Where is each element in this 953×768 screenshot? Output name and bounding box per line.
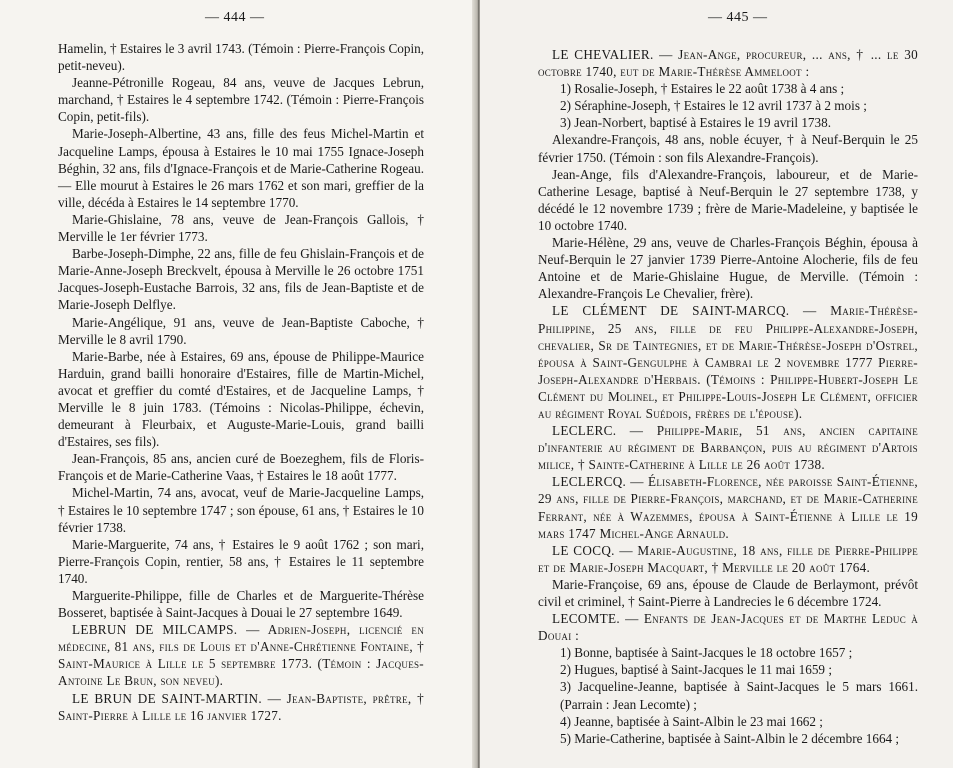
family-heading-paragraph: LECLERC. — Philippe-Marie, 51 ans, ancien capitaine d'infanterie au régiment de Barbançon, puis au régiment d'Artois milice, † Sainte-Catherine à Lille le 26 août 1738. xyxy=(538,423,918,473)
paragraph: Marie-Françoise, 69 ans, épouse de Claude de Berlaymont, prévôt civil et criminel, † Saint-Pierre à Landrecies le 6 décembre 1724. xyxy=(538,576,918,609)
right-text-column xyxy=(538,46,918,747)
paragraph: Jean-François, 85 ans, ancien curé de Boezeghem, fils de Floris-François et de Marie-Catherine Vaas, † Estaires le 18 août 1777. xyxy=(58,451,424,484)
paragraph: Marguerite-Philippe, fille de Charles et de Marguerite-Thérèse Bosseret, baptisée à Saint-Jacques à Douai le 27 septembre 1649. xyxy=(58,588,424,621)
paragraph: Marie-Angélique, 91 ans, veuve de Jean-Baptiste Caboche, † Merville le 8 avril 1790. xyxy=(58,314,424,347)
right-page xyxy=(480,0,953,768)
paragraph: Marie-Barbe, née à Estaires, 69 ans, épouse de Philippe-Maurice Harduin, grand bailli honoraire d'Estaires, fille de Martin-Michel, avocat et greffier du comté d'Estaires, et de Jacqueline Lamps, † Merville le 8 juin 1783. (Témoins : Nicolas-Philippe, échevin, demeurant à Fleurbaix, et Auguste-Marie-Louis, grand bailli d'Estaires, ses fils). xyxy=(58,348,424,450)
family-heading-paragraph: LE CHEVALIER. — Jean-Ange, procureur, ... ans, † ... le 30 octobre 1740, eut de Marie-Thérèse Ammeloot : xyxy=(538,47,918,80)
paragraph: Barbe-Joseph-Dimphe, 22 ans, fille de feu Ghislain-François et de Marie-Anne-Joseph Breckvelt, épousa à Merville le 26 octobre 1751 Jacques-Joseph-Eustache Barrois, 32 ans, fils de Jean-Baptiste et de Marie-Joseph Delflye. xyxy=(58,246,424,313)
left-text-column xyxy=(58,40,424,724)
paragraph: Marie-Joseph-Albertine, 43 ans, fille des feus Michel-Martin et Jacqueline Lamps, épousa à Estaires le 10 mai 1755 Ignace-Joseph Béghin, 32 ans, fils d'Ignace-François et de Marie-Catherine Rogeau. — Elle mourut à Estaires le 26 mars 1762 et son mari, greffier de la ville, décéda à Estaires le 14 septembre 1770. xyxy=(58,126,424,210)
list-item: 1) Bonne, baptisée à Saint-Jacques le 18 octobre 1657 ; xyxy=(560,645,853,661)
list-item: 4) Jeanne, baptisée à Saint-Albin le 23 mai 1662 ; xyxy=(560,713,823,729)
list-item: 3) Jean-Norbert, baptisé à Estaires le 19 avril 1738. xyxy=(560,115,831,131)
family-heading-paragraph: LE CLÉMENT DE SAINT-MARCQ. — Marie-Thérèse-Philippine, 25 ans, fille de feu Philippe-Alexandre-Joseph, chevalier, Sr de Taintegnies, et de Marie-Thérèse-Joseph d'Ostrel, épousa à Saint-Gengulphe à Cambrai le 2 novembre 1777 Pierre-Joseph-Alexandre d'Herbais. (Témoins : Philippe-Hubert-Joseph Le Clément du Molinel, et Philippe-Louis-Joseph Le Clément, officier au régiment Royal Suédois, frères de l'épouse). xyxy=(538,303,918,421)
family-heading-paragraph: LECLERCQ. — Élisabeth-Florence, née paroisse Saint-Étienne, 29 ans, fille de Pierre-François, marchand, et de Marie-Catherine Ferrant, née à Wazemmes, épousa à Saint-Étienne à Lille le 19 mars 1747 Michel-Ange Arnauld. xyxy=(538,474,918,541)
paragraph: Hamelin, † Estaires le 3 avril 1743. (Témoin : Pierre-François Copin, petit-neveu). xyxy=(58,41,424,74)
paragraph: Marie-Hélène, 29 ans, veuve de Charles-François Béghin, épousa à Neuf-Berquin le 27 janvier 1739 Pierre-Antoine Alocherie, fils de feu Antoine et de Marie-Ghislaine Hugue, de Merville. (Témoin : Alexandre-François Le Chevalier, frère). xyxy=(538,235,918,302)
paragraph: Alexandre-François, 48 ans, noble écuyer, † à Neuf-Berquin le 25 février 1750. (Témoin : son fils Alexandre-François). xyxy=(538,132,918,165)
paragraph: Jeanne-Pétronille Rogeau, 84 ans, veuve de Jacques Lebrun, marchand, † Estaires le 4 septembre 1742. (Témoin : Pierre-François Copin, petit-fils). xyxy=(58,75,424,125)
family-heading-paragraph: LEBRUN DE MILCAMPS. — Adrien-Joseph, licencié en médecine, 81 ans, fils de Louis et d'Anne-Chrétienne Fontaine, † Saint-Maurice à Lille le 5 septembre 1773. (Témoin : Jacques-Antoine Le Brun, son neveu). xyxy=(58,622,424,689)
list-item: 1) Rosalie-Joseph, † Estaires le 22 août 1738 à 4 ans ; xyxy=(560,81,845,97)
list-item: 2) Hugues, baptisé à Saint-Jacques le 11 mai 1659 ; xyxy=(560,662,832,678)
left-page xyxy=(0,0,476,768)
paragraph: Jean-Ange, fils d'Alexandre-François, laboureur, et de Marie-Catherine Lesage, baptisé à Neuf-Berquin le 27 septembre 1738, y décédé le 12 novembre 1739 ; frère de Marie-Madeleine, y baptisée le 10 octobre 1740. xyxy=(538,166,918,233)
list-item: 2) Séraphine-Joseph, † Estaires le 12 avril 1737 à 2 mois ; xyxy=(560,98,867,114)
family-heading-paragraph: LECOMTE. — Enfants de Jean-Jacques et de Marthe Leduc à Douai : xyxy=(538,611,918,644)
family-heading-paragraph: LE BRUN DE SAINT-MARTIN. — Jean-Baptiste, prêtre, † Saint-Pierre à Lille le 16 janvier 1727. xyxy=(58,690,424,723)
family-heading-paragraph: LE COCQ. — Marie-Augustine, 18 ans, fille de Pierre-Philippe et de Marie-Joseph Macquart, † Merville le 20 août 1764. xyxy=(538,542,918,575)
list-item: 5) Marie-Catherine, baptisée à Saint-Albin le 2 décembre 1664 ; xyxy=(560,730,900,746)
list-item: 3) Jacqueline-Jeanne, baptisée à Saint-Jacques le 5 mars 1661. (Parrain : Jean Lecomte) ; xyxy=(560,679,918,712)
page-number-left: — 444 — xyxy=(205,10,265,25)
paragraph: Michel-Martin, 74 ans, avocat, veuf de Marie-Jacqueline Lamps, † Estaires le 10 septembre 1747 ; son épouse, 61 ans, † Estaires le 10 février 1738. xyxy=(58,485,424,535)
paragraph: Marie-Marguerite, 74 ans, † Estaires le 9 août 1762 ; son mari, Pierre-François Copin, rentier, 58 ans, † Estaires le 11 septembre 1740. xyxy=(58,536,424,586)
paragraph: Marie-Ghislaine, 78 ans, veuve de Jean-François Gallois, † Merville le 1er février 1773. xyxy=(58,211,424,245)
page-number-right: — 445 — xyxy=(708,10,768,25)
